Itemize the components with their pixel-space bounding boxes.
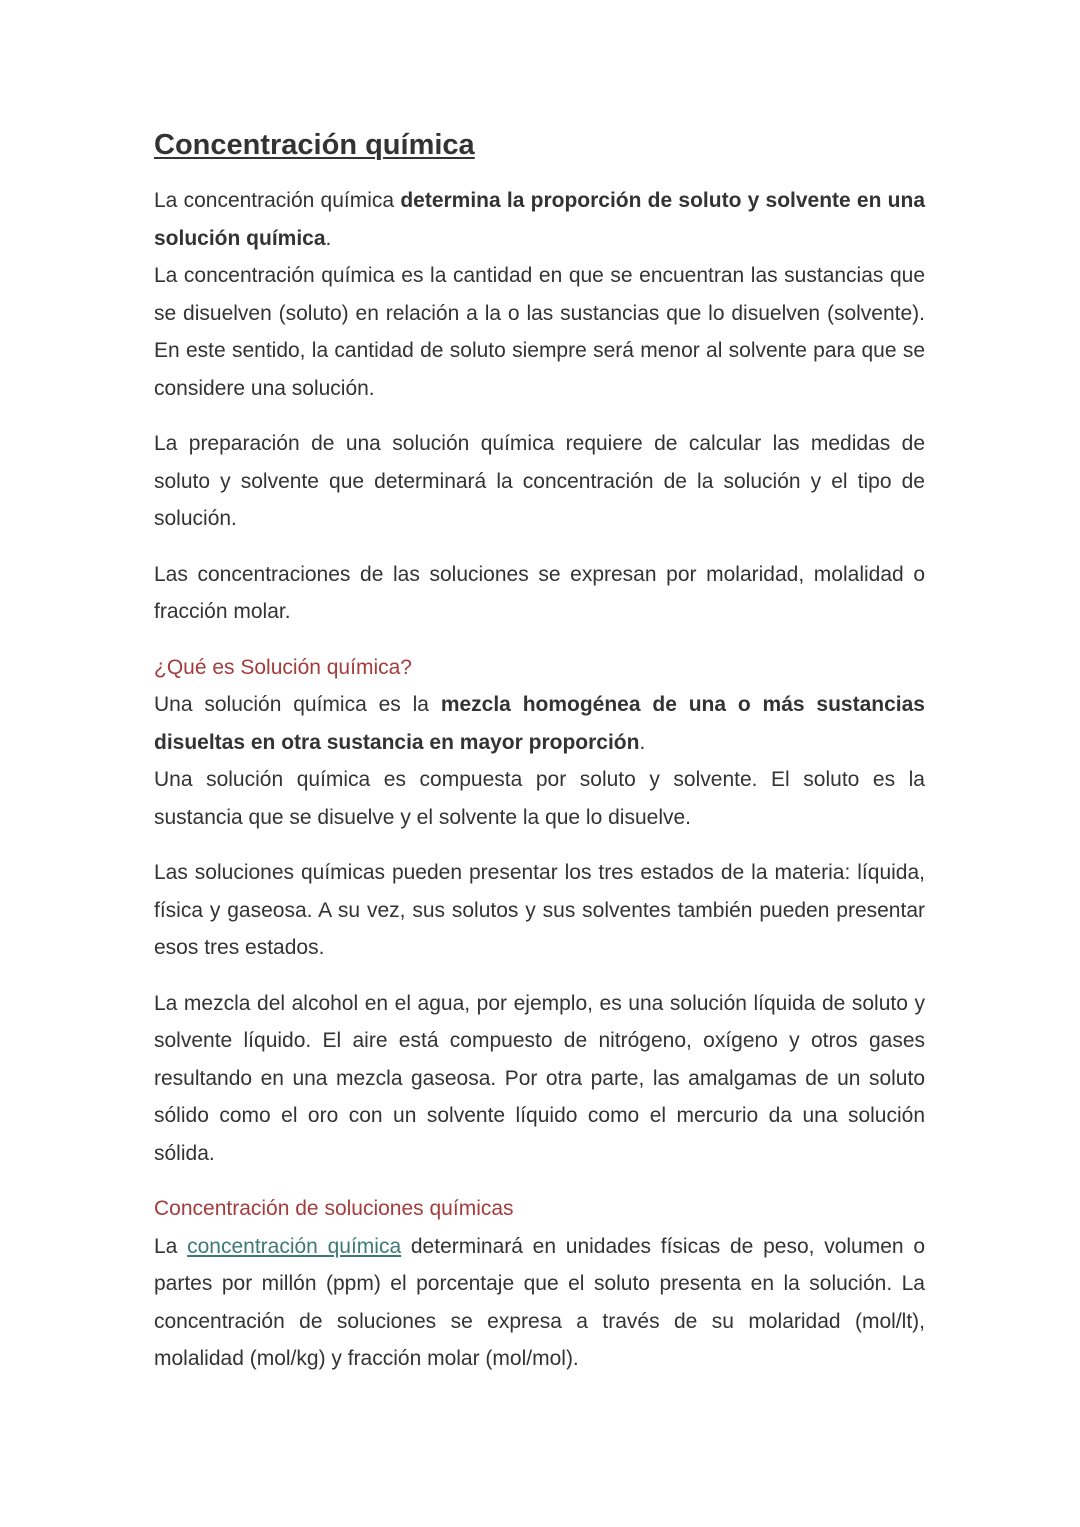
paragraph-definition-end: . [325, 226, 332, 250]
section-heading-solution: ¿Qué es Solución química? [154, 655, 412, 679]
paragraph-solution-end: . [639, 730, 646, 754]
paragraph-units-intro: La [154, 1234, 188, 1258]
paragraph-preparation: La preparación de una solución química requiere de calcular las medidas de soluto y solvente que determinará la concentración de la solución y el tipo de solución. [154, 432, 925, 530]
paragraph-solution-composition: Una solución química es compuesta por soluto y solvente. El soluto es la sustancia que se disuelve y el solvente la que lo disuelve. [154, 768, 925, 829]
paragraph-solution-intro: Una solución química es la [154, 693, 441, 716]
paragraph-states: Las soluciones químicas pueden presentar los tres estados de la materia: líquida, física y gaseosa. A su vez, sus solutos y sus solventes también pueden presentar esos tres estados. [154, 861, 925, 959]
paragraph-solution-definition [154, 686, 925, 761]
paragraph-examples: La mezcla del alcohol en el agua, por ejemplo, es una solución líquida de soluto y solvente líquido. El aire está compuesto de nitrógeno, oxígeno y otros gases resultando en una mezcla gaseosa. Por otra parte, las amalgamas de un soluto sólido como el oro con un solvente líquido como el mercurio da una solución sólida. [154, 991, 925, 1165]
paragraph-definition [154, 182, 925, 257]
section-heading-concentration: Concentración de soluciones químicas [154, 1197, 514, 1220]
paragraph-definition-bold: determina la proporción de soluto y solvente en una solución química [154, 189, 925, 250]
document-title: Concentración química [154, 129, 475, 161]
paragraph-solution-bold: mezcla homogénea de una o más sustancias disueltas en otra sustancia en mayor proporción [154, 693, 925, 754]
paragraph-definition-intro: La concentración química [154, 189, 401, 212]
paragraph-units-rest: determinará en unidades físicas de peso, volumen o partes por millón (ppm) el porcentaje que el soluto presenta en la solución. La concentración de soluciones se expresa a través de su molaridad (mol/lt), molalidad (mol/kg) y fracción molar (mol/mol). [154, 1234, 925, 1370]
paragraph-concentration-amount: La concentración química es la cantidad en que se encuentran las sustancias que se disuelven (soluto) en relación a la o las sustancias que lo disuelven (solvente). En este sentido, la cantidad de soluto siempre será menor al solvente para que se considere una solución. [154, 264, 925, 400]
paragraph-units [154, 1228, 925, 1378]
document-page [154, 124, 925, 1378]
paragraph-expression: Las concentraciones de las soluciones se expresan por molaridad, molalidad o fracción molar. [154, 562, 925, 623]
concentration-link[interactable]: concentración química [187, 1234, 402, 1258]
